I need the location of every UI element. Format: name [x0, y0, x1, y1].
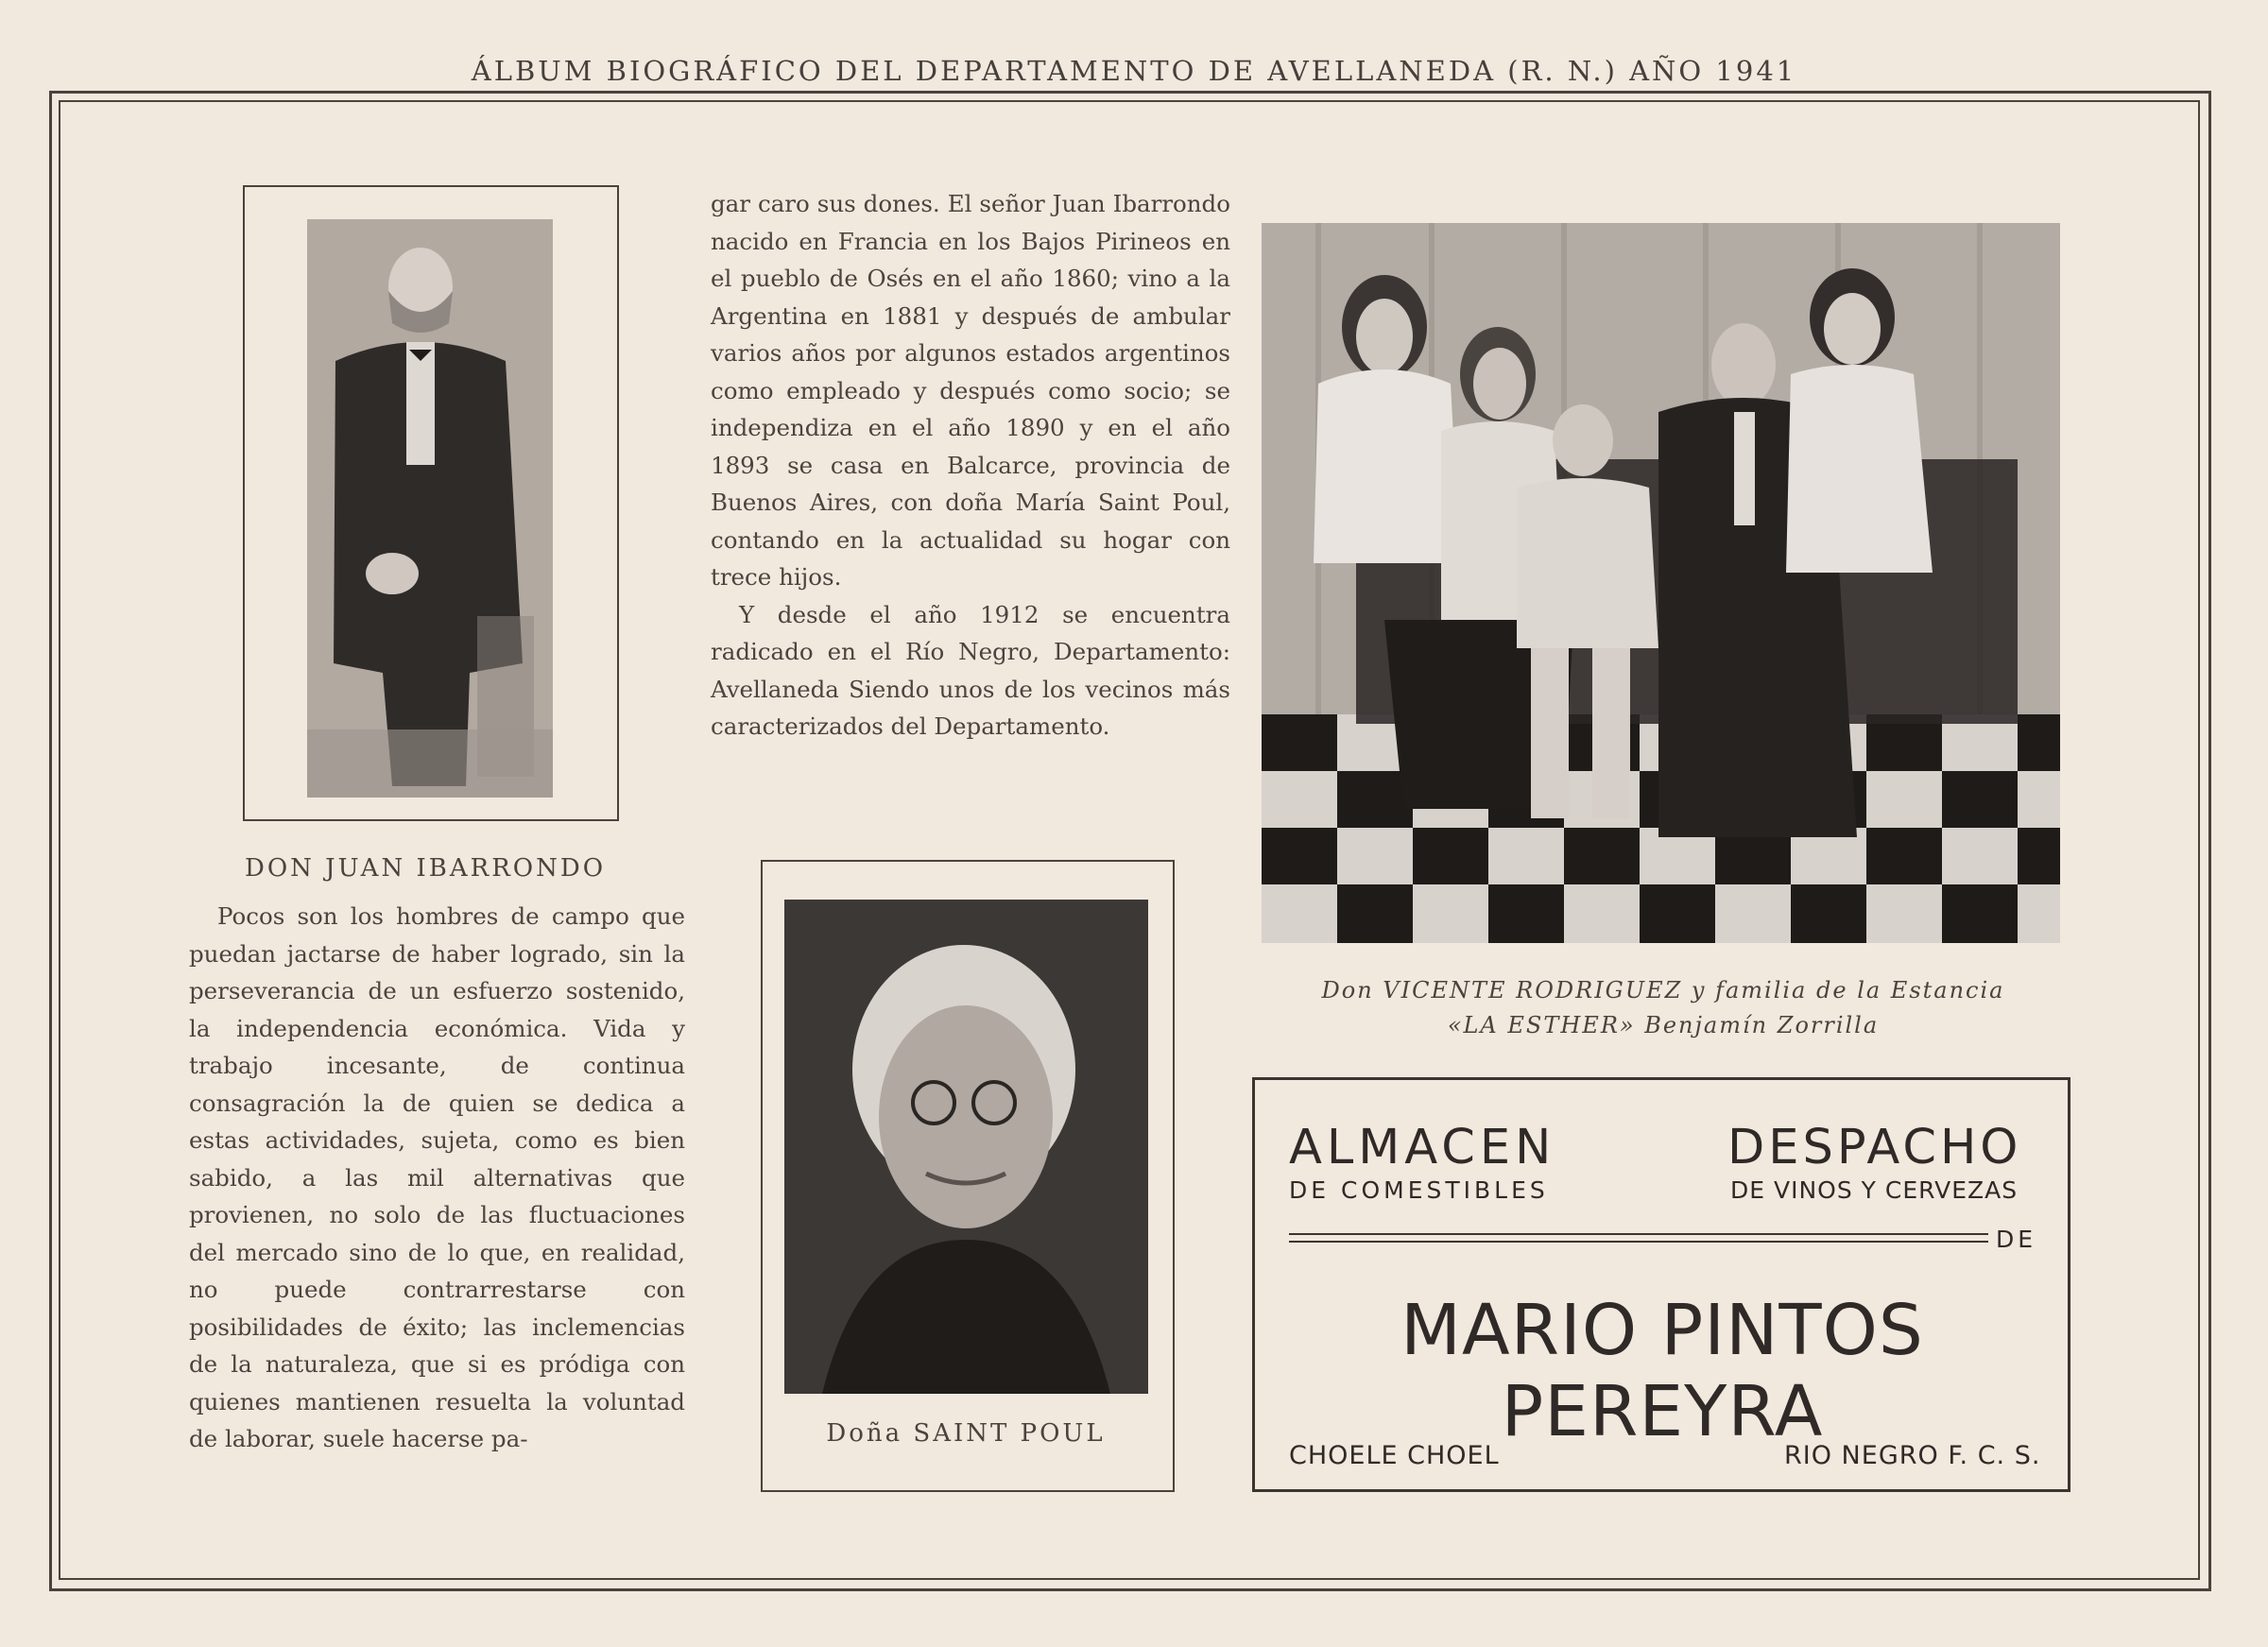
ad-right-title: DESPACHO [1727, 1120, 2022, 1175]
article-paragraph-col1: Pocos son los hombres de campo que puedan jactarse de haber logrado, sin la perseverancia de un esfuerzo sostenido, la independencia económica. Vida y trabajo incesante, de continua consagración la de quien se dedica a estas actividades, sujeta, como es bien sabido, a las mil alternativas que provienen, no solo de las fluctuaciones del mercado sino de lo que, en realidad, no puede contrarrestarse con posibilidades de éxito; las inclemencias de la naturaleza, que si es pródiga con quienes mantienen resuelta la voluntad de laborar, suele hacerse pa- [189, 902, 685, 1452]
ad-rule-top [1289, 1233, 1988, 1235]
article-paragraph-col2-b: Y desde el año 1912 se encuentra radicado en el Río Negro, Departamento: Avellaneda Siendo unos de los vecinos más caracterizados del Departamento. [711, 600, 1230, 740]
family-photo-caption [1247, 973, 2079, 1043]
ad-business-name: MARIO PINTOS PEREYRA [1400, 1290, 1924, 1452]
saint-poul-portrait-photo [784, 900, 1148, 1394]
article-paragraph-col2-a: gar caro sus dones. El señor Juan Ibarrondo nacido en Francia en los Bajos Pirineos en el pueblo de Osés en el año 1860; vino a la Argentina en 1881 y después de ambular varios años por algunos estados argentinos como empleado y después como socio; se independiza en el año 1890 y en el año 1893 se casa en Balcarce, provincia de Buenos Aires, con doña María Saint Poul, contando en la actualidad su hogar con trece hijos. [711, 190, 1230, 591]
ad-rule-bottom [1289, 1241, 1988, 1243]
article-column-2 [711, 185, 1230, 746]
family-caption-line-2: «LA ESTHER» Benjamín Zorrilla [1447, 1012, 1880, 1038]
ad-connector: DE [1996, 1226, 2037, 1253]
ad-left-title: ALMACEN [1289, 1120, 1556, 1175]
article-column-1 [189, 898, 685, 1458]
juan-caption: DON JUAN IBARRONDO [244, 854, 607, 883]
page-header: ÁLBUM BIOGRÁFICO DEL DEPARTAMENTO DE AVELLANEDA (R. N.) AÑO 1941 [471, 55, 1797, 87]
ad-location-right: RIO NEGRO F. C. S. [1784, 1441, 2041, 1470]
family-caption-line-1: Don VICENTE RODRIGUEZ y familia de la Estancia [1321, 977, 2005, 1004]
ad-right-subtitle: DE VINOS Y CERVEZAS [1730, 1176, 2019, 1204]
saint-poul-caption: Doña SAINT POUL [826, 1419, 1106, 1448]
family-photo [1262, 223, 2060, 943]
advertisement-box [1252, 1077, 2070, 1492]
ad-location-left: CHOELE CHOEL [1289, 1441, 1500, 1470]
juan-portrait-photo [307, 219, 553, 798]
ad-left-subtitle: DE COMESTIBLES [1289, 1176, 1549, 1204]
